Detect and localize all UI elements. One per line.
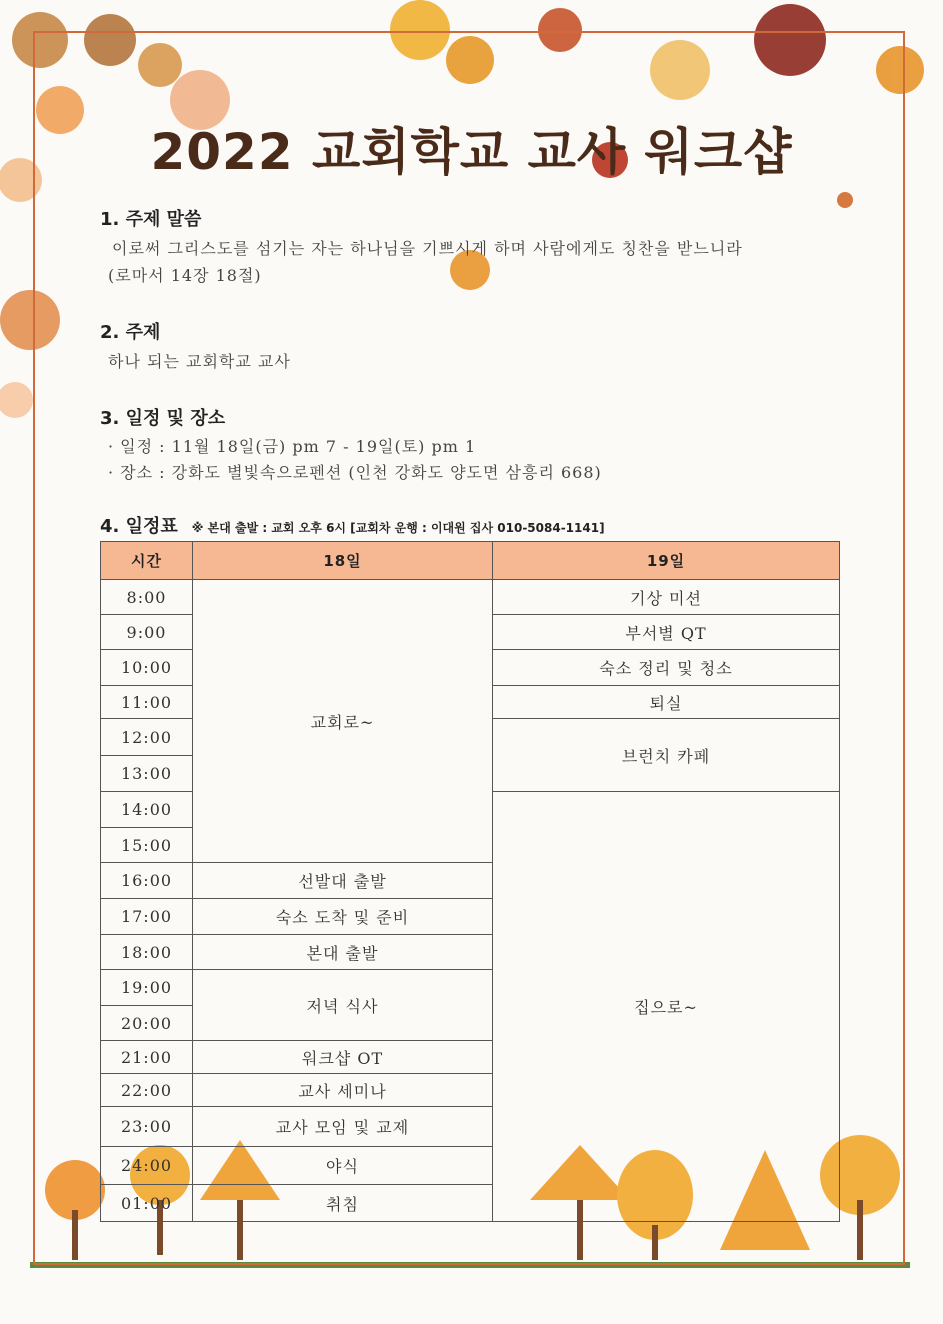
table-header-row [101,542,840,580]
time-cell: 10:00 [101,650,193,686]
time-cell: 9:00 [101,615,193,650]
day18-cell: 야식 [193,1147,493,1185]
day18-cell: 숙소 도착 및 준비 [193,899,493,935]
section-4-heading [100,512,605,538]
departure-note: ※ 본대 출발 : 교회 오후 6시 [교회차 운행 : 이대원 집사 010-5084-1141] [191,521,605,535]
schedule-dates: · 일정 : 11월 18일(금) pm 7 - 19일(토) pm 1 [108,437,477,456]
verse-reference: (로마서 14장 18절) [108,266,262,285]
day19-cell: 기상 미션 [493,580,840,615]
time-cell: 13:00 [101,756,193,792]
time-cell: 17:00 [101,899,193,935]
day18-cell: 교사 모임 및 교제 [193,1107,493,1147]
time-cell: 20:00 [101,1006,193,1041]
time-cell: 23:00 [101,1107,193,1147]
day19-cell: 퇴실 [493,686,840,719]
day18-cell: 본대 출발 [193,935,493,970]
time-cell: 01:00 [101,1185,193,1222]
table-row [101,580,840,615]
verse-text: 이로써 그리스도를 섬기는 자는 하나님을 기쁘시게 하며 사람에게도 칭찬을 받느니라 [112,239,743,258]
header-day18: 18일 [193,542,493,580]
day18-cell: 취침 [193,1185,493,1222]
day19-cell: 숙소 정리 및 청소 [493,650,840,686]
section-3-heading: 3. 일정 및 장소 [100,408,226,429]
day19-cell: 부서별 QT [493,615,840,650]
theme-text: 하나 되는 교회학교 교사 [108,352,291,371]
section-2-heading: 2. 주제 [100,322,161,343]
time-cell: 24:00 [101,1147,193,1185]
section-4-title: 4. 일정표 [100,516,178,537]
time-cell: 12:00 [101,719,193,756]
section-1-heading: 1. 주제 말씀 [100,209,202,230]
page-title: 2022 교회학교 교사 워크샵 [150,123,793,181]
day18-cell: 교회로~ [193,580,493,863]
time-cell: 8:00 [101,580,193,615]
time-cell: 16:00 [101,863,193,899]
location-text: · 장소 : 강화도 별빛속으로펜션 (인천 강화도 양도면 삼흥리 668) [108,463,602,482]
header-time: 시간 [101,542,193,580]
day18-cell: 저녁 식사 [193,970,493,1041]
time-cell: 21:00 [101,1041,193,1074]
time-cell: 18:00 [101,935,193,970]
day18-cell: 선발대 출발 [193,863,493,899]
day18-cell: 교사 세미나 [193,1074,493,1107]
day18-cell: 워크샵 OT [193,1041,493,1074]
time-cell: 11:00 [101,686,193,719]
day19-cell: 집으로~ [493,792,840,1222]
time-cell: 15:00 [101,828,193,863]
time-cell: 22:00 [101,1074,193,1107]
time-cell: 14:00 [101,792,193,828]
schedule-table [100,541,840,1222]
day19-cell: 브런치 카페 [493,719,840,792]
time-cell: 19:00 [101,970,193,1006]
header-day19: 19일 [493,542,840,580]
